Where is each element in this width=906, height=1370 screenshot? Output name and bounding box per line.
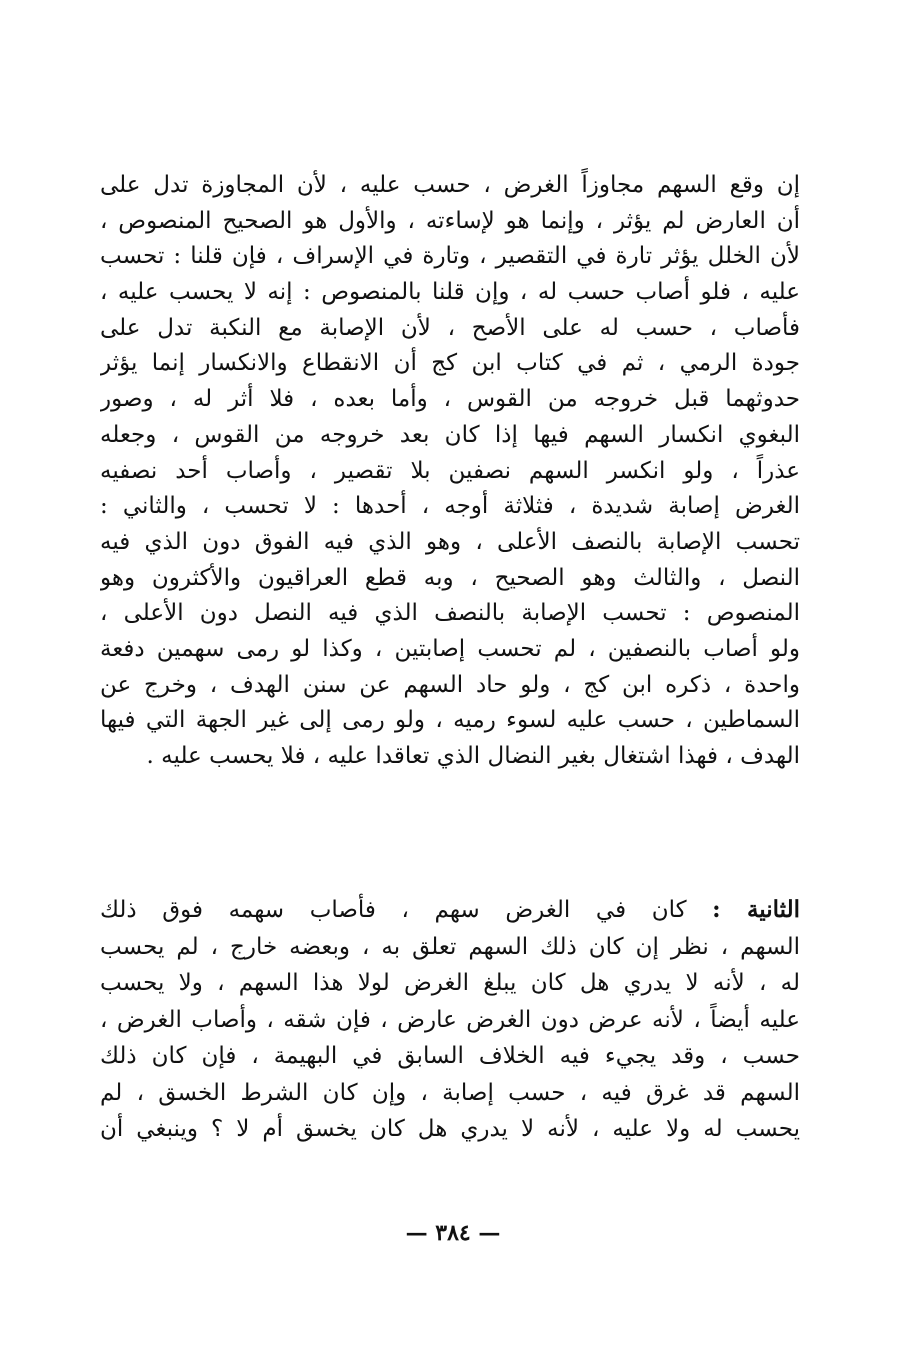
text-line: إن وقع السهم مجاوزاً الغرض ، حسب عليه ، لأن المجاوزة تدل على bbox=[100, 172, 800, 198]
text-line: يحسب له ولا عليه ، لأنه لا يدري هل كان يخسق أم لا ؟ وينبغي أن bbox=[100, 1116, 800, 1142]
text-line: حسب ، وقد يجيء فيه الخلاف السابق في البهيمة ، فإن كان ذلك bbox=[100, 1043, 800, 1069]
text-line: عليه ، فلو أصاب حسب له ، وإن قلنا بالمنصوص : إنه لا يحسب عليه ، bbox=[100, 279, 800, 306]
paragraph-2 bbox=[100, 892, 800, 1148]
text-line: لأن الخلل يؤثر تارة في التقصير ، وتارة في الإسراف ، فإن قلنا : تحسب bbox=[100, 243, 800, 270]
text-line: جودة الرمي ، ثم في كتاب ابن كج أن الانقطاع والانكسار إنما يؤثر bbox=[100, 350, 800, 377]
text-line: السماطين ، حسب عليه لسوء رميه ، ولو رمى إلى غير الجهة التي فيها bbox=[100, 707, 800, 734]
text-line: ولو أصاب بالنصفين ، لم تحسب إصابتين ، وكذا لو رمى سهمين دفعة bbox=[100, 635, 800, 662]
text-span: كان في الغرض سهم ، فأصاب سهمه فوق ذلك bbox=[100, 897, 687, 923]
text-line: الغرض إصابة شديدة ، فثلاثة أوجه ، أحدها : لا تحسب ، والثاني : bbox=[100, 493, 800, 520]
paragraph-1 bbox=[100, 168, 800, 775]
text-line: واحدة ، ذكره ابن كج ، ولو حاد السهم عن سنن الهدف ، وخرج عن bbox=[100, 671, 800, 698]
page-number: — ٣٨٤ — bbox=[405, 1220, 501, 1246]
text-line: النصل ، والثالث وهو الصحيح ، وبه قطع العراقيون والأكثرون وهو bbox=[100, 564, 800, 591]
text-line: البغوي انكسار السهم فيها إذا كان بعد خروجه من القوس ، وجعله bbox=[100, 421, 800, 448]
text-line: عليه أيضاً ، لأنه عرض دون الغرض عارض ، فإن شقه ، وأصاب الغرض ، bbox=[100, 1006, 800, 1033]
text-line: السهم قد غرق فيه ، حسب إصابة ، وإن كان الشرط الخسق ، لم bbox=[100, 1079, 800, 1106]
text-line: فأصاب ، حسب له على الأصح ، لأن الإصابة مع النكبة تدل على bbox=[100, 314, 800, 341]
section-heading: الثانية : bbox=[712, 896, 800, 923]
text-line: له ، لأنه لا يدري هل كان يبلغ الغرض لولا هذا السهم ، ولا يحسب bbox=[100, 970, 800, 996]
text-line bbox=[100, 892, 800, 929]
text-line: السهم ، نظر إن كان ذلك السهم تعلق به ، وبعضه خارج ، لم يحسب bbox=[100, 933, 800, 960]
text-line: المنصوص : تحسب الإصابة بالنصف الذي فيه النصل دون الأعلى ، bbox=[100, 600, 800, 627]
text-line: عذراً ، ولو انكسر السهم نصفين بلا تقصير ، وأصاب أحد نصفيه bbox=[100, 457, 800, 484]
text-line: حدوثهما قبل خروجه من القوس ، وأما بعده ، فلا أثر له ، وصور bbox=[100, 386, 800, 413]
text-line: أن العارض لم يؤثر ، وإنما هو لإساءته ، والأول هو الصحيح المنصوص ، bbox=[100, 207, 800, 234]
text-line: الهدف ، فهذا اشتغال بغير النضال الذي تعاقدا عليه ، فلا يحسب عليه . bbox=[146, 743, 800, 769]
text-line: تحسب الإصابة بالنصف الأعلى ، وهو الذي فيه الفوق دون الذي فيه bbox=[100, 528, 800, 555]
